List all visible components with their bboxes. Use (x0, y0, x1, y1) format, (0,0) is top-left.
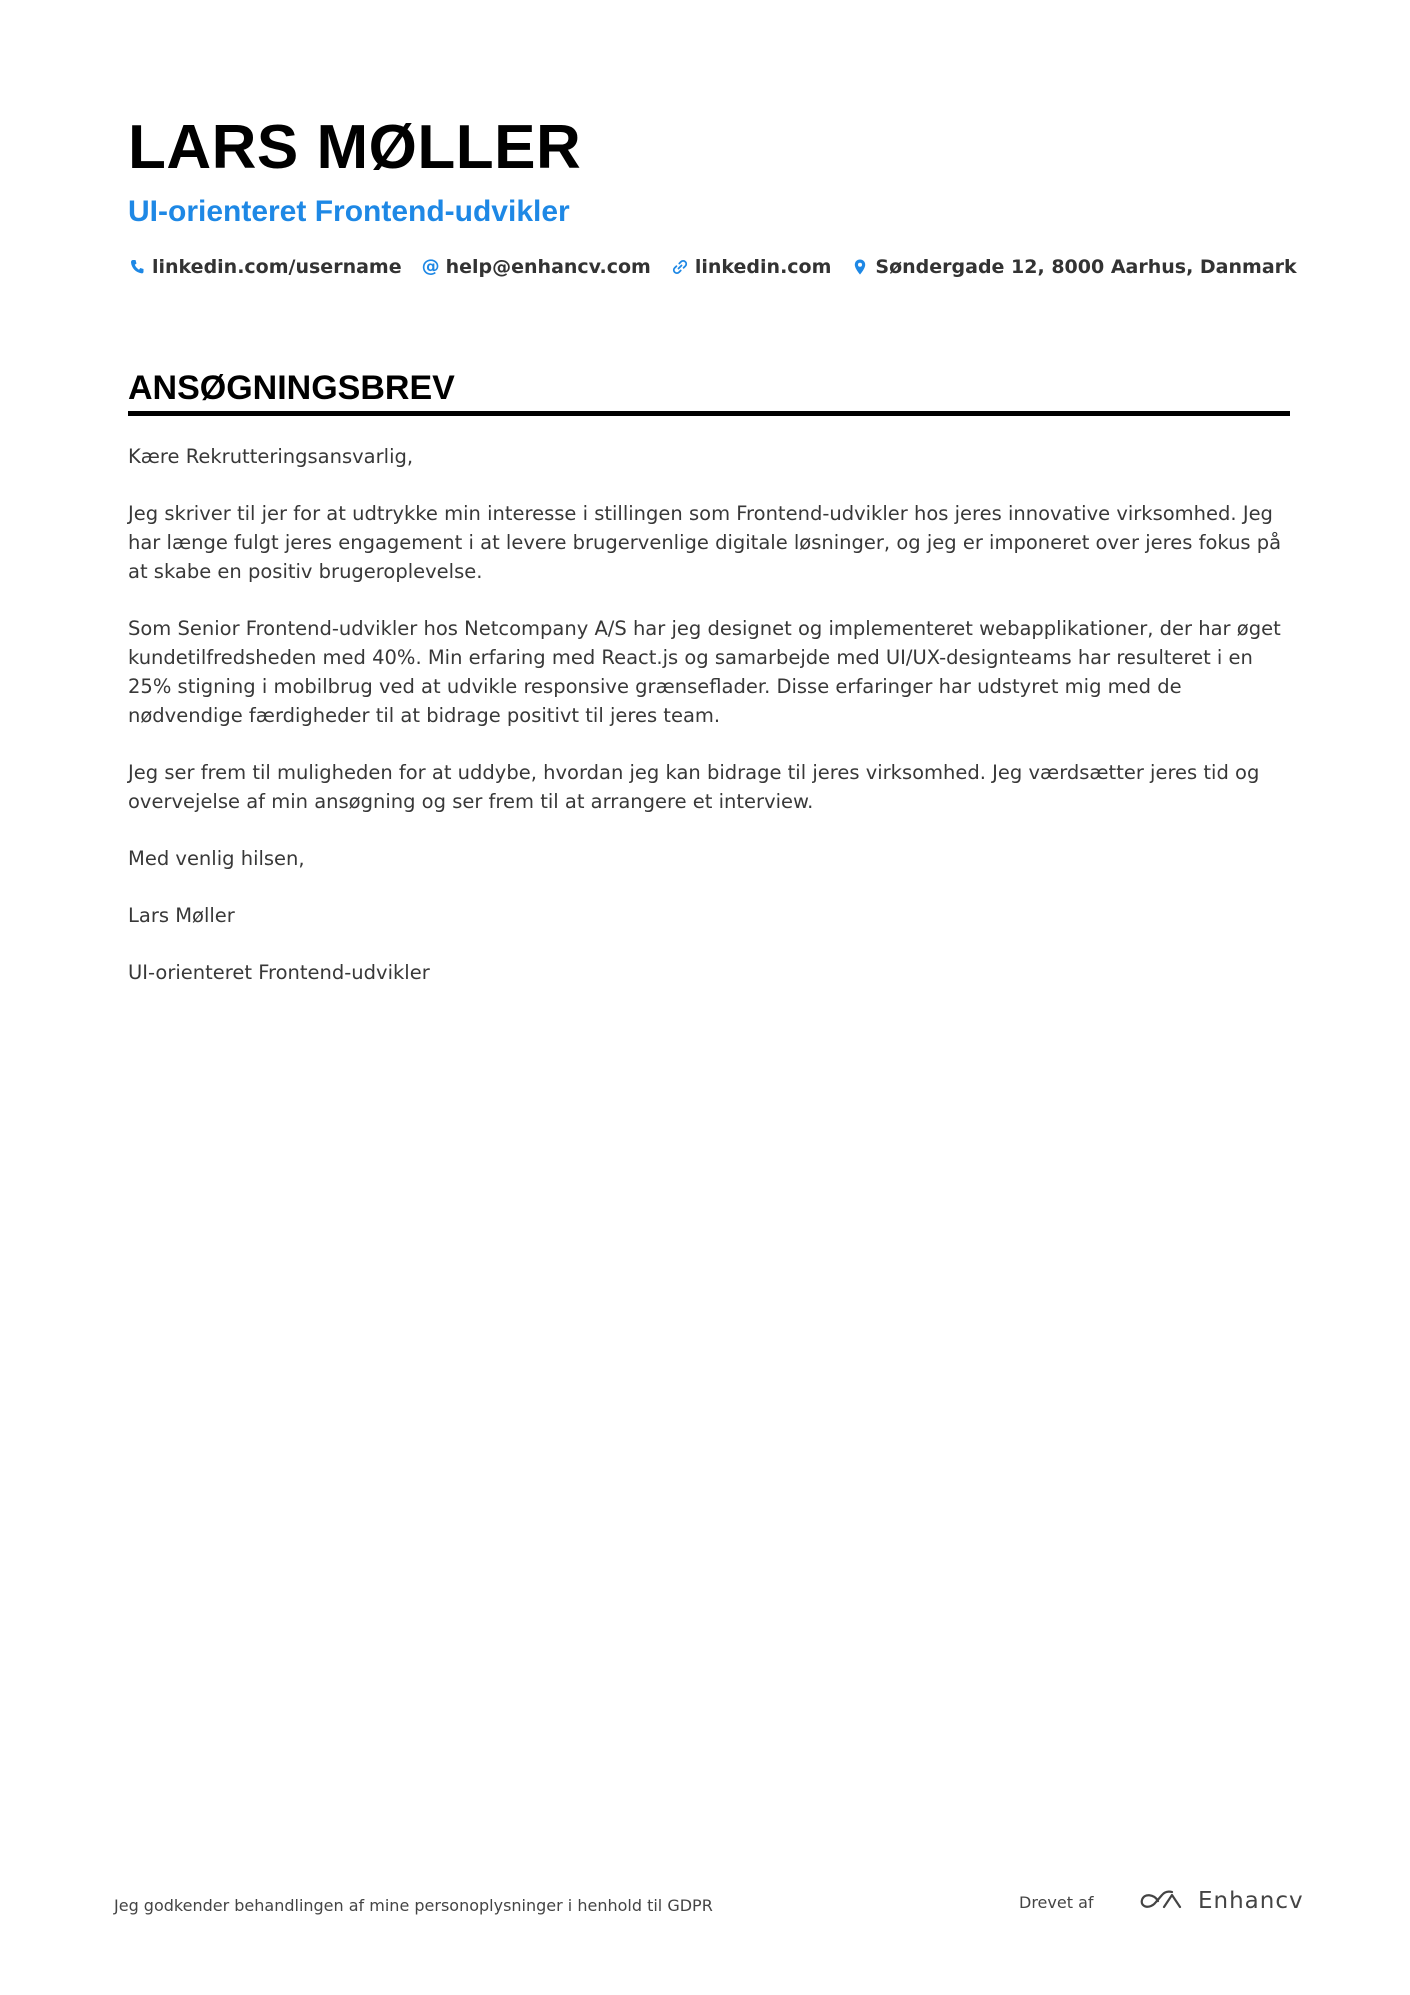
location-pin-icon (851, 258, 869, 276)
contact-link[interactable] (671, 252, 832, 282)
contact-address (851, 252, 1296, 282)
signature-name: Lars Møller (128, 904, 235, 927)
contact-email[interactable] (422, 252, 651, 282)
contact-info (128, 252, 1317, 282)
at-icon: @ (421, 256, 440, 277)
enhancv-logo-icon (1138, 1886, 1188, 1916)
phone-icon (128, 258, 146, 276)
contact-link-text[interactable]: linkedin.com (694, 256, 832, 278)
contact-address-text: Søndergade 12, 8000 Aarhus, Danmark (875, 256, 1297, 278)
letter-closing: Med venlig hilsen, (128, 847, 305, 870)
section-heading-cover-letter: ANSØGNINGSBREV (128, 368, 1290, 416)
letter-paragraph: Jeg skriver til jer for at udtrykke min interesse i stillingen som Frontend-udvikler hos jeres innovative virksomhed. Jeg har længe fulgt jeres engagement i at levere brugervenlige digitale løsninger, og jeg er imponeret over jeres fokus på at skabe en positiv brugeroplevelse. (128, 502, 1282, 583)
signature-title: UI-orienteret Frontend-udvikler (128, 961, 430, 984)
page-footer (0, 1880, 1410, 1940)
powered-by-label: Drevet af (1019, 1893, 1094, 1912)
letter-paragraph: Som Senior Frontend-udvikler hos Netcompany A/S har jeg designet og implementeret webapplikationer, der har øget kundetilfredsheden med 40%. Min erfaring med React.js og samarbejde med UI/UX-designteams har resulteret i en 25% stigning i mobilbrug ved at udvikle responsive grænseflader. Disse erfaringer har udstyret mig med de nødvendige færdigheder til at bidrage positivt til jeres team. (128, 617, 1281, 727)
letter-greeting: Kære Rekrutteringsansvarlig, (128, 445, 414, 468)
applicant-name: LARS MØLLER (128, 113, 582, 182)
contact-email-text[interactable]: help@enhancv.com (445, 256, 651, 278)
letter-paragraph: Jeg ser frem til muligheden for at uddybe, hvordan jeg kan bidrage til jeres virksomhed. Jeg værdsætter jeres tid og overvejelse af min ansøgning og ser frem til at arrangere et interview. (128, 761, 1260, 813)
brand-name[interactable]: Enhancv (1198, 1888, 1304, 1914)
letter-body (128, 442, 1290, 1015)
gdpr-consent-text: Jeg godkender behandlingen af mine personoplysninger i henhold til GDPR (114, 1896, 713, 1915)
contact-phone (128, 252, 402, 282)
brand-link[interactable] (1138, 1886, 1304, 1916)
link-icon (671, 258, 689, 276)
applicant-title: UI-orienteret Frontend-udvikler (128, 195, 570, 228)
contact-phone-text: linkedin.com/username (152, 256, 402, 278)
